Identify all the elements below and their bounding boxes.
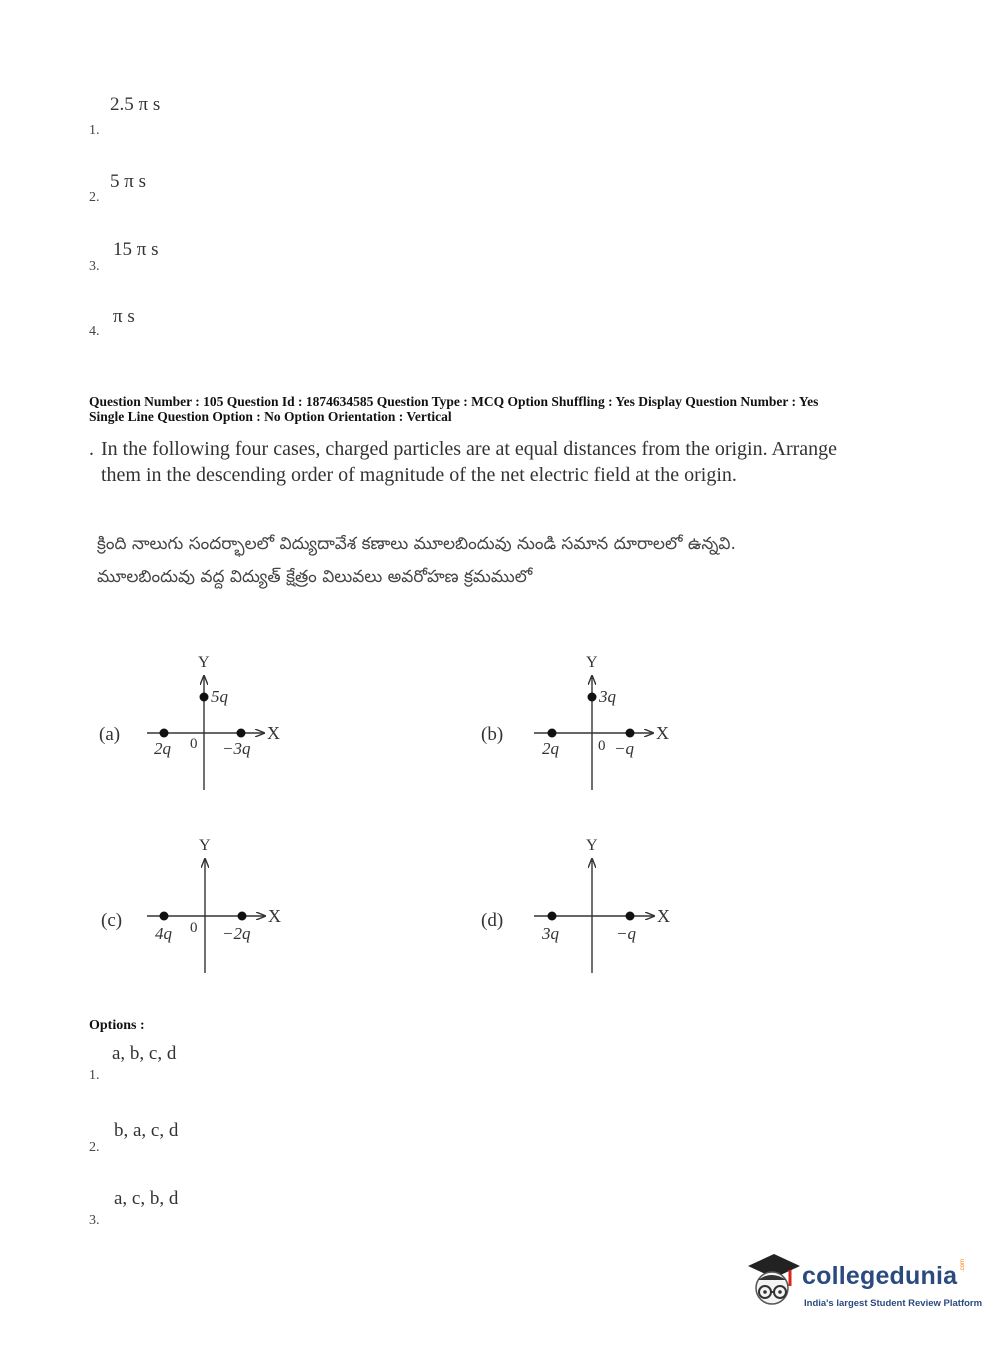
diagram-b-left-charge-dot	[548, 729, 557, 738]
option-3-text: a, c, b, d	[114, 1188, 179, 1209]
prev-option-2-number: 2.	[89, 190, 100, 205]
prev-option-1-text: 2.5 π s	[110, 94, 161, 115]
diagram-a	[99, 654, 280, 790]
diagram-b-x-label: X	[656, 723, 669, 743]
diagram-c-left-charge-dot	[160, 912, 169, 921]
logo-suffix: .com	[960, 1258, 966, 1272]
diagram-b-label: (b)	[481, 724, 504, 745]
prev-option-1-number: 1.	[89, 123, 100, 138]
question-meta-line1: Question Number : 105 Question Id : 1874634585 Question Type : MCQ Option Shuffling : Yes Display Question Number : Yes	[89, 394, 819, 409]
logo-tagline: India's largest Student Review Platform	[804, 1298, 983, 1309]
prev-option-3-text: 15 π s	[113, 239, 159, 260]
diagram-d-label: (d)	[481, 910, 504, 931]
diagram-d	[481, 837, 670, 973]
question-telugu-line2: మూలబిందువు వద్ద విద్యుత్ క్షేత్రం విలువలు అవరోహణ క్రమములో	[97, 567, 533, 587]
question-marker: .	[89, 438, 94, 460]
diagram-d-y-label: Y	[586, 837, 598, 854]
diagram-b-origin: 0	[598, 738, 606, 754]
diagram-a-y-label: Y	[198, 654, 210, 671]
diagram-d-x-label: X	[657, 906, 670, 926]
prev-option-3-number: 3.	[89, 259, 100, 274]
prev-option-2-text: 5 π s	[110, 171, 146, 192]
diagram-b-right-charge: −q	[614, 739, 634, 758]
diagram-a-right-charge-dot	[237, 729, 246, 738]
logo-name: collegedunia	[802, 1262, 958, 1290]
option-1-text: a, b, c, d	[112, 1043, 177, 1064]
diagram-c-origin: 0	[190, 920, 198, 936]
diagram-a-top-charge: 5q	[211, 687, 228, 706]
prev-option-4-number: 4.	[89, 324, 100, 339]
logo-mascot-icon	[742, 1250, 802, 1316]
diagram-d-left-charge: 3q	[542, 924, 559, 943]
diagram-a-left-charge-dot	[160, 729, 169, 738]
diagram-a-x-label: X	[267, 723, 280, 743]
diagram-a-origin: 0	[190, 736, 198, 752]
options-heading: Options :	[89, 1018, 145, 1033]
diagram-b-top-charge-dot	[588, 693, 597, 702]
diagram-b-left-charge: 2q	[542, 739, 559, 758]
diagram-b-right-charge-dot	[626, 729, 635, 738]
diagram-a-top-charge-dot	[200, 693, 209, 702]
option-3-number: 3.	[89, 1213, 100, 1228]
question-english-line2: them in the descending order of magnitude of the net electric field at the origin.	[101, 464, 737, 486]
prev-option-4-text: π s	[113, 306, 135, 327]
diagram-d-left-charge-dot	[548, 912, 557, 921]
diagram-c-right-charge-dot	[238, 912, 247, 921]
diagram-a-left-charge: 2q	[154, 739, 171, 758]
diagram-c-right-charge: −2q	[222, 924, 251, 943]
diagram-b	[481, 654, 669, 790]
diagram-c-x-label: X	[268, 906, 281, 926]
option-2-text: b, a, c, d	[114, 1120, 179, 1141]
diagram-c-label: (c)	[101, 910, 123, 931]
diagram-a-label: (a)	[99, 724, 121, 745]
collegedunia-logo	[742, 1250, 983, 1320]
diagram-b-y-label: Y	[586, 654, 598, 671]
diagram-c	[101, 837, 281, 973]
question-english-line1: In the following four cases, charged particles are at equal distances from the origin. Arrange	[101, 438, 838, 460]
diagram-d-right-charge: −q	[616, 924, 636, 943]
diagram-a-right-charge: −3q	[222, 739, 251, 758]
option-2-number: 2.	[89, 1140, 100, 1155]
diagram-b-top-charge: 3q	[599, 687, 616, 706]
diagram-c-y-label: Y	[199, 837, 211, 854]
diagram-d-right-charge-dot	[626, 912, 635, 921]
diagram-c-left-charge: 4q	[155, 924, 172, 943]
option-1-number: 1.	[89, 1068, 100, 1083]
question-telugu-line1: క్రింది నాలుగు సందర్భాలలో విద్యుదావేశ కణాలు మూలబిందువు నుండి సమాన దూరాలలో ఉన్నవి.	[97, 534, 736, 554]
question-meta-line2: Single Line Question Option : No Option Orientation : Vertical	[89, 409, 452, 424]
